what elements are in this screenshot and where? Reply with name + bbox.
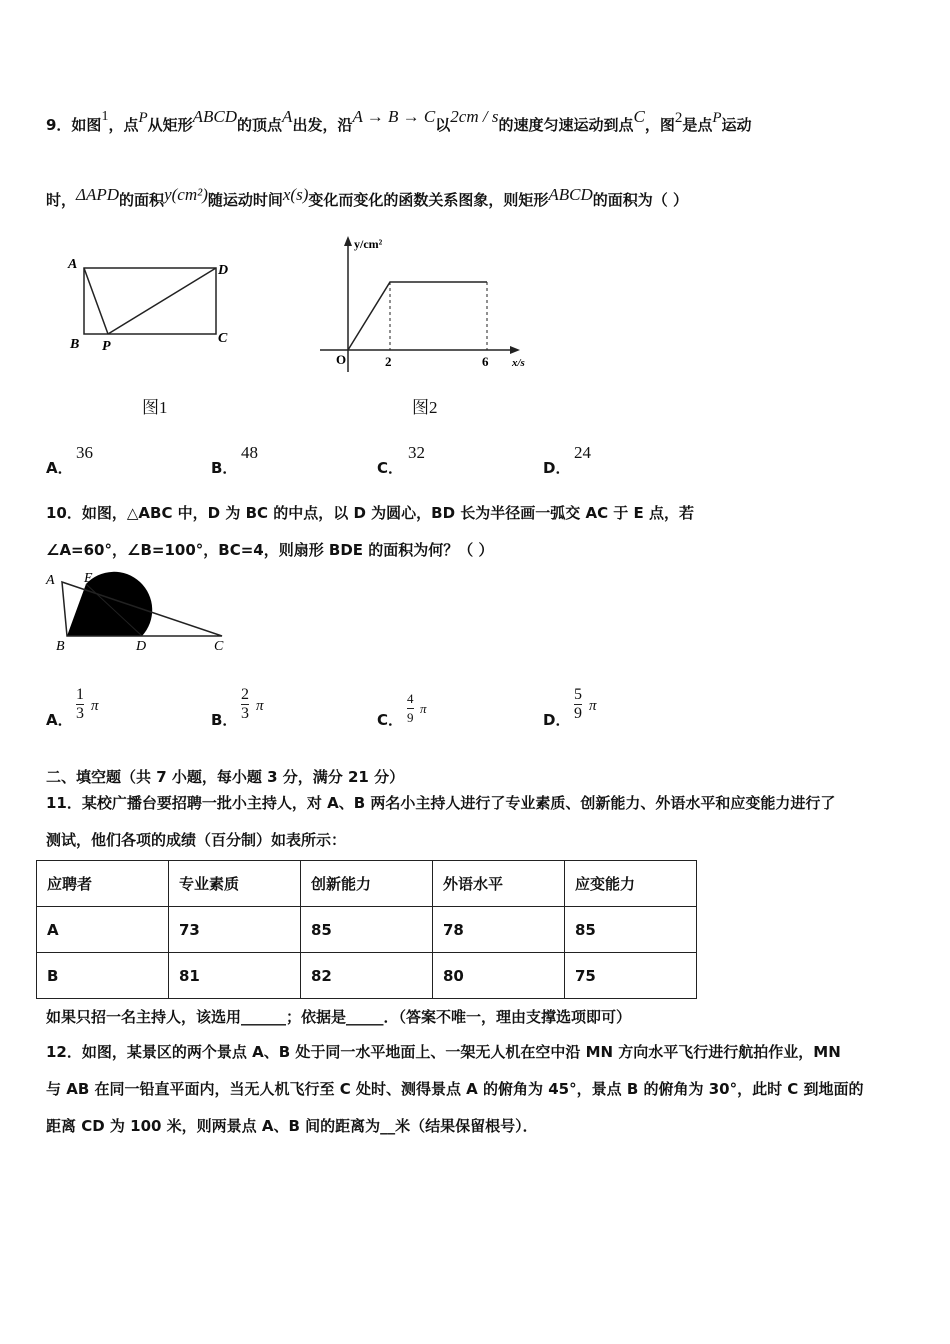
q12-line1: 12．如图，某景区的两个景点 A、B 处于同一水平地面上、一架无人机在空中沿 MN 方向水平飞行进行航拍作业，MN: [46, 1043, 841, 1061]
q11-header-applicant: 应聘者: [37, 861, 169, 907]
q9-fig1-caption: 图1: [142, 398, 168, 417]
q9-line2: [46, 185, 688, 210]
table-cell: 81: [169, 953, 301, 999]
q9-x-s: x(s): [282, 185, 309, 204]
q10-line1: 10．如图，△ABC 中，D 为 BC 的中点，以 D 为圆心，BD 长为半径画一弧交 AC 于 E 点，若: [46, 504, 694, 522]
q9-fig2-tick-6: 6: [482, 354, 489, 369]
q10-option-c-num: 4: [407, 691, 414, 706]
q9-rect-abcd2: ABCD: [548, 185, 593, 204]
q10-option-a-den: 3: [76, 705, 84, 722]
q9-text: 的面积: [119, 191, 165, 209]
q9-fig2-y-arrow: [344, 236, 352, 246]
q10-option-b-label: B．: [211, 711, 238, 729]
q9-path: A → B → C: [352, 107, 436, 126]
q11-line1: 11．某校广播台要招聘一批小主持人，对 A、B 两名小主持人进行了专业素质、创新能力、外语水平和应变能力进行了: [46, 794, 836, 812]
q11-header-professional: 专业素质: [169, 861, 301, 907]
q9-text: 的顶点: [237, 116, 283, 134]
q10-option-b-fraction: [241, 686, 249, 723]
q9-fig2-xlabel: x/s: [512, 357, 525, 369]
section2-heading: 二、填空题（共 7 小题，每小题 3 分，满分 21 分）: [46, 768, 405, 786]
q10-option-b-den: 3: [241, 705, 249, 722]
q9-figure2: [310, 232, 540, 377]
table-row: [37, 907, 697, 953]
q10-sector-bde: [67, 572, 152, 636]
q9-speed: 2cm / s: [450, 107, 499, 126]
q9-fig1-label-p: P: [102, 339, 111, 354]
table-cell: 73: [169, 907, 301, 953]
q9-text: 时，: [46, 191, 77, 209]
q10-option-d-pi: π: [589, 698, 597, 714]
q11-answer-line: 如果只招一名主持人，该选用______；依据是_____．（答案不唯一，理由支撑选项即可）: [46, 1008, 632, 1026]
table-cell: 85: [301, 907, 433, 953]
q10-option-d-num: 5: [574, 686, 582, 703]
q9-option-c-value: 32: [408, 443, 425, 462]
q9-text: 随运动时间: [207, 191, 283, 209]
q9-fig1-label-a: A: [68, 257, 78, 272]
table-cell: 82: [301, 953, 433, 999]
q9-option-c-label: C．: [377, 459, 404, 477]
q9-fig1-ap: [84, 268, 108, 334]
q9-line1: [46, 107, 752, 137]
q9-fig2-origin: O: [336, 352, 347, 367]
q9-text: 出发，沿: [292, 116, 353, 134]
q9-text: 从矩形: [147, 116, 193, 134]
q10-label-e: E: [84, 571, 93, 586]
q10-option-c-fraction: [407, 690, 414, 727]
q11-header-language: 外语水平: [433, 861, 565, 907]
q9-fig1-label-d: D: [218, 263, 229, 278]
q9-option-a-label: A．: [46, 459, 73, 477]
q10-option-b-num: 2: [241, 686, 249, 703]
q9-fig2-ref: 2: [674, 110, 683, 126]
table-cell: B: [37, 953, 169, 999]
q10-option-d-den: 9: [574, 705, 582, 722]
q11-score-table: [36, 860, 697, 999]
q9-text: 是点: [682, 116, 713, 134]
q9-option-b-value: 48: [241, 443, 258, 462]
table-cell: 80: [433, 953, 565, 999]
q10-option-a-num: 1: [76, 686, 84, 703]
q9-text: ，图: [644, 116, 675, 134]
q9-point-c: C: [633, 107, 645, 126]
q9-triangle-apd: ΔAPD: [76, 185, 120, 204]
q10-label-b: B: [56, 639, 65, 654]
q10-option-d-fraction: [574, 686, 582, 723]
q9-option-a-value: 36: [76, 443, 93, 462]
q9-point-p2: P: [712, 110, 722, 126]
q9-text: 以: [435, 116, 451, 134]
q9-y-cm2: y(cm²): [164, 185, 208, 204]
q9-figure1: [60, 250, 240, 360]
q10-option-d-label: D．: [543, 711, 571, 729]
q10-label-a: A: [46, 573, 55, 588]
table-cell: 85: [565, 907, 697, 953]
q9-option-d-label: D．: [543, 459, 571, 477]
table-cell: 78: [433, 907, 565, 953]
q11-header-innovation: 创新能力: [301, 861, 433, 907]
q9-option-d-value: 24: [574, 443, 591, 462]
q10-figure: [40, 568, 240, 658]
q9-fig2-caption: 图2: [412, 398, 438, 417]
q9-fig2-ylabel: y/cm²: [354, 237, 383, 251]
table-cell: 75: [565, 953, 697, 999]
q9-text: 变化而变化的函数关系图象，则矩形: [308, 191, 549, 209]
q9-text: 运动: [721, 116, 752, 134]
q12-line3: 距离 CD 为 100 米，则两景点 A、B 间的距离为__米（结果保留根号）．: [46, 1117, 538, 1135]
q9-fig2-tick-2: 2: [385, 354, 392, 369]
q10-option-c-den: 9: [407, 710, 414, 725]
q9-point-p: P: [138, 110, 148, 126]
q9-text: ，点: [108, 116, 139, 134]
q10-label-c: C: [214, 639, 224, 654]
q9-fig2-graph: [348, 282, 487, 350]
table-cell: A: [37, 907, 169, 953]
q9-fig1-label-c: C: [218, 331, 228, 346]
q9-option-b-label: B．: [211, 459, 238, 477]
q9-fig1-label-b: B: [70, 337, 80, 352]
q11-line2: 测试，他们各项的成绩（百分制）如表所示：: [46, 831, 347, 849]
q9-text: 的面积为（ ）: [592, 191, 688, 209]
q10-option-c-pi: π: [420, 701, 427, 716]
table-row: [37, 953, 697, 999]
q11-header-adaptability: 应变能力: [565, 861, 697, 907]
q10-option-a-pi: π: [91, 698, 99, 714]
q10-option-c-label: C．: [377, 711, 404, 729]
q9-text: 的速度匀速运动到点: [498, 116, 634, 134]
q9-fig1-pd: [108, 268, 216, 334]
q9-vertex-a: A: [282, 107, 293, 126]
q11-table-header-row: [37, 861, 697, 907]
q10-option-b-pi: π: [256, 698, 264, 714]
q10-option-a-label: A．: [46, 711, 73, 729]
q9-rect-abcd: ABCD: [192, 107, 238, 126]
q9-fig1-ref: 1: [101, 109, 109, 124]
q10-option-a-fraction: [76, 686, 84, 723]
q12-line2: 与 AB 在同一铅直平面内，当无人机飞行至 C 处时、测得景点 A 的俯角为 45°，景点 B 的俯角为 30°，此时 C 到地面的: [46, 1080, 864, 1098]
q9-number: 9．如图: [46, 116, 102, 134]
q10-label-d: D: [136, 639, 147, 654]
q9-fig2-x-arrow: [510, 346, 520, 354]
q10-line2: ∠A=60°，∠B=100°，BC=4，则扇形 BDE 的面积为何？（ ）: [46, 541, 494, 559]
